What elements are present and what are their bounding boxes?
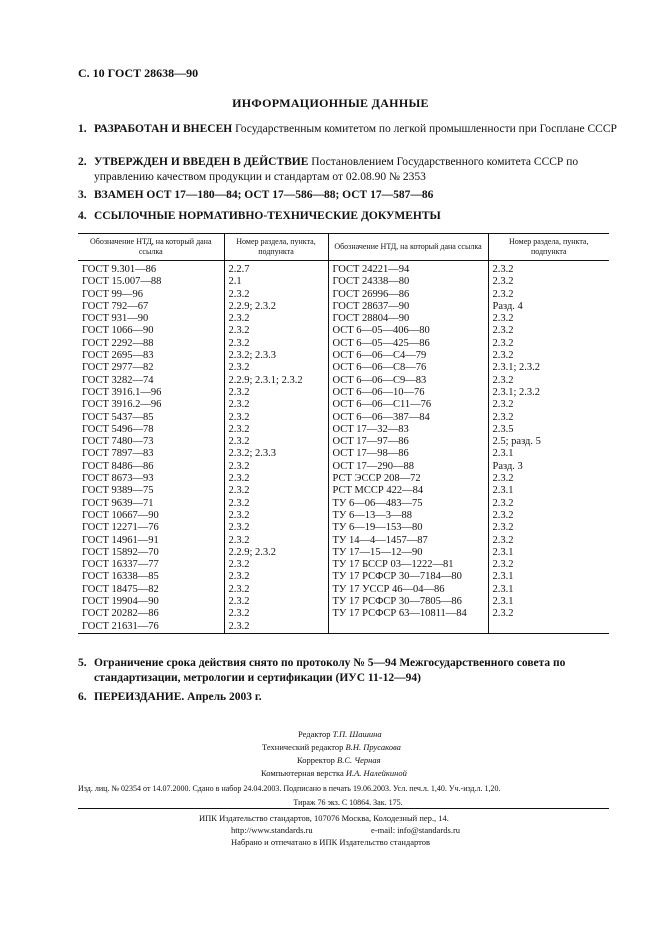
left-doc-column: [78, 261, 224, 634]
ref-clause: 2.3.2: [492, 509, 514, 521]
table-row: [78, 261, 609, 634]
item-heading: Ограничение срока действия снято по протоколу № 5—94 Межгосударственного совета по стандартизации, метрологии и сертификации (ИУС 11-12—94): [94, 657, 566, 684]
ref-document: ГОСТ 8673—93: [82, 473, 154, 485]
ref-clause: 2.3.2: [228, 325, 250, 337]
ref-clause: 2.3.2: [492, 534, 514, 546]
ref-document: ГОСТ 18475—82: [82, 583, 159, 595]
ref-clause: 2.3.2: [492, 411, 514, 423]
ref-document: ГОСТ 3916.1—96: [82, 386, 162, 398]
item-number: 1.: [78, 123, 87, 135]
ref-clause: 2.3.2: [228, 386, 250, 398]
ref-clause: 2.3.2: [228, 288, 250, 300]
info-item-3: [78, 188, 618, 203]
ref-document: ГОСТ 15892—70: [82, 546, 159, 558]
left-ref-column: [224, 261, 328, 634]
ref-document: ОСТ 17—32—83: [332, 423, 409, 435]
ref-document: ГОСТ 28637—90: [332, 300, 410, 312]
column-header: Номер раздела, пункта, подпункта: [488, 234, 609, 261]
ref-clause: 2.3.2: [492, 337, 514, 349]
ref-clause: 2.3.2: [228, 559, 250, 571]
credit-line: Редактор Т.П. Шашина: [298, 729, 382, 739]
imprint: [78, 782, 618, 810]
ref-clause: 2.3.2: [492, 264, 514, 275]
imprint-line: Изд. лиц. № 02354 от 14.07.2000. Сдано в набор 24.04.2003. Подписано в печать 19.06.2003. Усл. печ.л. 1,40. Уч.-изд.л. 1,20.: [78, 784, 501, 793]
ref-document: ГОСТ 7897—83: [82, 448, 154, 460]
ref-document: ОСТ 6—06—387—84: [332, 411, 430, 423]
ref-clause: 2.3.2: [492, 497, 514, 509]
publisher-address: ИПК Издательство стандартов, 107076 Москва, Колодезный пер., 14.: [199, 813, 449, 823]
item-number: 6.: [78, 691, 87, 703]
ref-document: ГОСТ 15.007—88: [82, 276, 162, 288]
ref-document: ОСТ 17—97—86: [332, 436, 409, 448]
ref-clause: 2.3.2: [228, 313, 250, 325]
ref-clause: 2.3.2: [492, 288, 514, 300]
ref-document: ТУ 17 РСФСР 30—7184—80: [332, 571, 462, 583]
ref-clause: 2.3.2: [228, 608, 250, 620]
column-header: Обозначение НТД, на который дана ссылка: [78, 234, 224, 261]
ref-document: ТУ 17 РСФСР 63—10811—84: [332, 608, 467, 620]
info-item-2: [78, 155, 618, 185]
references-table: [78, 233, 609, 634]
ref-clause: 2.3.1: [492, 583, 514, 595]
ref-document: ТУ 6—19—153—80: [332, 522, 423, 534]
ref-document: ОСТ 6—06—10—76: [332, 386, 425, 398]
ref-clause: 2.3.2: [228, 571, 250, 583]
ref-document: ОСТ 17—290—88: [332, 460, 415, 472]
info-item-1: [78, 122, 618, 137]
ref-clause: 2.2.9; 2.3.2: [228, 546, 277, 558]
ref-clause: 2.3.2: [492, 522, 514, 534]
ref-document: ОСТ 6—05—425—86: [332, 337, 430, 349]
ref-document: ТУ 17 РСФСР 30—7805—86: [332, 596, 462, 608]
credit-line: Технический редактор В.Н. Прусакова: [262, 742, 401, 752]
ref-document: ТУ 6—06—483—75: [332, 497, 423, 509]
ref-clause: 2.2.7: [228, 264, 250, 275]
ref-clause: 2.3.2: [492, 276, 514, 288]
ref-document: ТУ 6—13—3—88: [332, 509, 412, 521]
ref-clause: 2.3.2: [228, 583, 250, 595]
column-header: Номер раздела, пункта, подпункта: [224, 234, 328, 261]
ref-clause: 2.3.2: [228, 399, 250, 411]
info-item-5: [78, 656, 618, 686]
ref-clause: 2.3.2: [228, 522, 250, 534]
ref-clause: 2.3.1: [492, 448, 514, 460]
ref-clause: 2.3.2; 2.3.3: [228, 350, 277, 362]
ref-clause: 2.3.1: [492, 485, 514, 497]
right-ref-column: [488, 261, 609, 634]
ref-clause: 2.3.2: [228, 534, 250, 546]
ref-document: ГОСТ 3916.2—96: [82, 399, 162, 411]
ref-clause: 2.3.2; 2.3.3: [228, 448, 277, 460]
divider: [78, 808, 609, 809]
ref-clause: 2.3.2: [492, 313, 514, 325]
ref-clause: 2.3.2: [228, 473, 250, 485]
item-number: 5.: [78, 657, 87, 669]
ref-clause: 2.3.2: [492, 374, 514, 386]
ref-clause: 2.3.2: [228, 497, 250, 509]
ref-clause: 2.3.1; 2.3.2: [492, 362, 541, 374]
ref-clause: 2.3.5: [492, 423, 514, 435]
ref-document: ТУ 17 УССР 46—04—86: [332, 583, 445, 595]
ref-document: ГОСТ 14961—91: [82, 534, 159, 546]
ref-document: ТУ 14—4—1457—87: [332, 534, 428, 546]
ref-document: РСТ МССР 422—84: [332, 485, 424, 497]
ref-document: ГОСТ 2695—83: [82, 350, 154, 362]
ref-clause: 2.3.2: [228, 460, 250, 472]
publisher-site: http://www.standards.ru: [231, 825, 313, 835]
ref-clause: 2.3.2: [492, 473, 514, 485]
ref-clause: 2.3.2: [228, 436, 250, 448]
item-number: 2.: [78, 156, 87, 168]
ref-document: ГОСТ 28804—90: [332, 313, 410, 325]
item-heading: ССЫЛОЧНЫЕ НОРМАТИВНО-ТЕХНИЧЕСКИЕ ДОКУМЕНТЫ: [94, 210, 441, 222]
ref-document: ГОСТ 16337—77: [82, 559, 159, 571]
ref-clause: 2.3.2: [228, 423, 250, 435]
ref-document: ГОСТ 19904—90: [82, 596, 159, 608]
ref-document: ГОСТ 9.301—86: [82, 264, 157, 275]
ref-document: ОСТ 6—06—С4—79: [332, 350, 427, 362]
ref-clause: Разд. 3: [492, 460, 523, 472]
info-item-4: [78, 209, 618, 224]
ref-clause: 2.3.2: [228, 411, 250, 423]
ref-document: ГОСТ 24338—80: [332, 276, 410, 288]
ref-document: ОСТ 6—05—406—80: [332, 325, 430, 337]
ref-document: ТУ 17 БССР 03—1222—81: [332, 559, 454, 571]
column-header: Обозначение НТД, на который дана ссылка: [328, 234, 488, 261]
imprint-line: Тираж 76 экз. С 10864. Зак. 175.: [293, 798, 403, 807]
ref-document: ГОСТ 8486—86: [82, 460, 154, 472]
item-text: Постановлением Государственного комитета СССР по управлению качеством продукции и стандартам от 02.08.90 № 2353: [94, 156, 579, 183]
ref-document: ГОСТ 2292—88: [82, 337, 154, 349]
ref-clause: 2.3.2: [492, 325, 514, 337]
ref-document: ОСТ 6—06—С9—83: [332, 374, 427, 386]
ref-clause: 2.3.2: [228, 620, 250, 632]
ref-clause: 2.3.2: [492, 350, 514, 362]
ref-document: ГОСТ 1066—90: [82, 325, 154, 337]
item-text: Государственным комитетом по легкой промышленности при Госплане СССР: [232, 123, 617, 135]
ref-document: ГОСТ 20282—86: [82, 608, 159, 620]
ref-document: ГОСТ 21631—76: [82, 620, 159, 632]
ref-document: ГОСТ 24221—94: [332, 264, 410, 275]
table-header-row: [78, 234, 609, 261]
ref-document: РСТ ЭССР 208—72: [332, 473, 421, 485]
ref-clause: 2.3.2: [228, 337, 250, 349]
ref-document: ТУ 17—15—12—90: [332, 546, 423, 558]
ref-document: ГОСТ 5437—85: [82, 411, 154, 423]
ref-clause: 2.3.2: [492, 559, 514, 571]
ref-document: ГОСТ 9639—71: [82, 497, 154, 509]
ref-clause: 2.2.9; 2.3.2: [228, 300, 277, 312]
ref-clause: 2.3.1; 2.3.2: [492, 386, 541, 398]
ref-clause: 2.3.2: [228, 485, 250, 497]
item-heading: УТВЕРЖДЕН И ВВЕДЕН В ДЕЙСТВИЕ: [94, 156, 309, 168]
item-heading: ПЕРЕИЗДАНИЕ. Апрель 2003 г.: [94, 691, 262, 703]
publisher-print: Набрано и отпечатано в ИПК Издательство стандартов: [231, 837, 431, 847]
publisher-email: e-mail: info@standards.ru: [371, 825, 461, 835]
ref-clause: 2.3.1: [492, 596, 514, 608]
ref-clause: 2.3.2: [492, 399, 514, 411]
ref-clause: 2.3.2: [228, 362, 250, 374]
info-item-6: [78, 690, 618, 705]
ref-clause: 2.2.9; 2.3.1; 2.3.2: [228, 374, 303, 386]
page-header: С. 10 ГОСТ 28638—90: [78, 66, 199, 80]
item-heading: ВЗАМЕН ОСТ 17—180—84; ОСТ 17—586—88; ОСТ 17—587—86: [94, 189, 434, 201]
ref-document: ГОСТ 5496—78: [82, 423, 154, 435]
ref-document: ГОСТ 792—67: [82, 300, 149, 312]
item-number: 3.: [78, 189, 87, 201]
ref-clause: Разд. 4: [492, 300, 523, 312]
ref-document: ГОСТ 99—96: [82, 288, 144, 300]
right-doc-column: [328, 261, 488, 634]
document-title: ИНФОРМАЦИОННЫЕ ДАННЫЕ: [232, 96, 429, 110]
ref-clause: 2.3.2: [228, 596, 250, 608]
ref-clause: 2.3.1: [492, 571, 514, 583]
ref-document: ГОСТ 3282—74: [82, 374, 154, 386]
ref-document: ГОСТ 16338—85: [82, 571, 159, 583]
credit-line: Корректор В.С. Черная: [297, 755, 381, 765]
ref-document: ОСТ 6—06—С11—76: [332, 399, 432, 411]
ref-clause: 2.3.2: [492, 608, 514, 620]
ref-document: ГОСТ 9389—75: [82, 485, 154, 497]
item-number: 4.: [78, 210, 87, 222]
ref-document: ГОСТ 10667—90: [82, 509, 159, 521]
ref-document: ГОСТ 2977—82: [82, 362, 154, 374]
ref-document: ГОСТ 26996—86: [332, 288, 410, 300]
ref-clause: 2.3.2: [228, 509, 250, 521]
item-heading: РАЗРАБОТАН И ВНЕСЕН: [94, 123, 233, 135]
ref-document: ГОСТ 12271—76: [82, 522, 159, 534]
ref-clause: 2.5; разд. 5: [492, 436, 541, 448]
ref-document: ГОСТ 7480—73: [82, 436, 154, 448]
ref-document: ГОСТ 931—90: [82, 313, 149, 325]
ref-document: ОСТ 6—06—С8—76: [332, 362, 427, 374]
ref-document: ОСТ 17—98—86: [332, 448, 409, 460]
credit-line: Компьютерная верстка И.А. Налейкиной: [261, 768, 407, 778]
ref-clause: 2.1: [228, 276, 242, 288]
ref-clause: 2.3.1: [492, 546, 514, 558]
